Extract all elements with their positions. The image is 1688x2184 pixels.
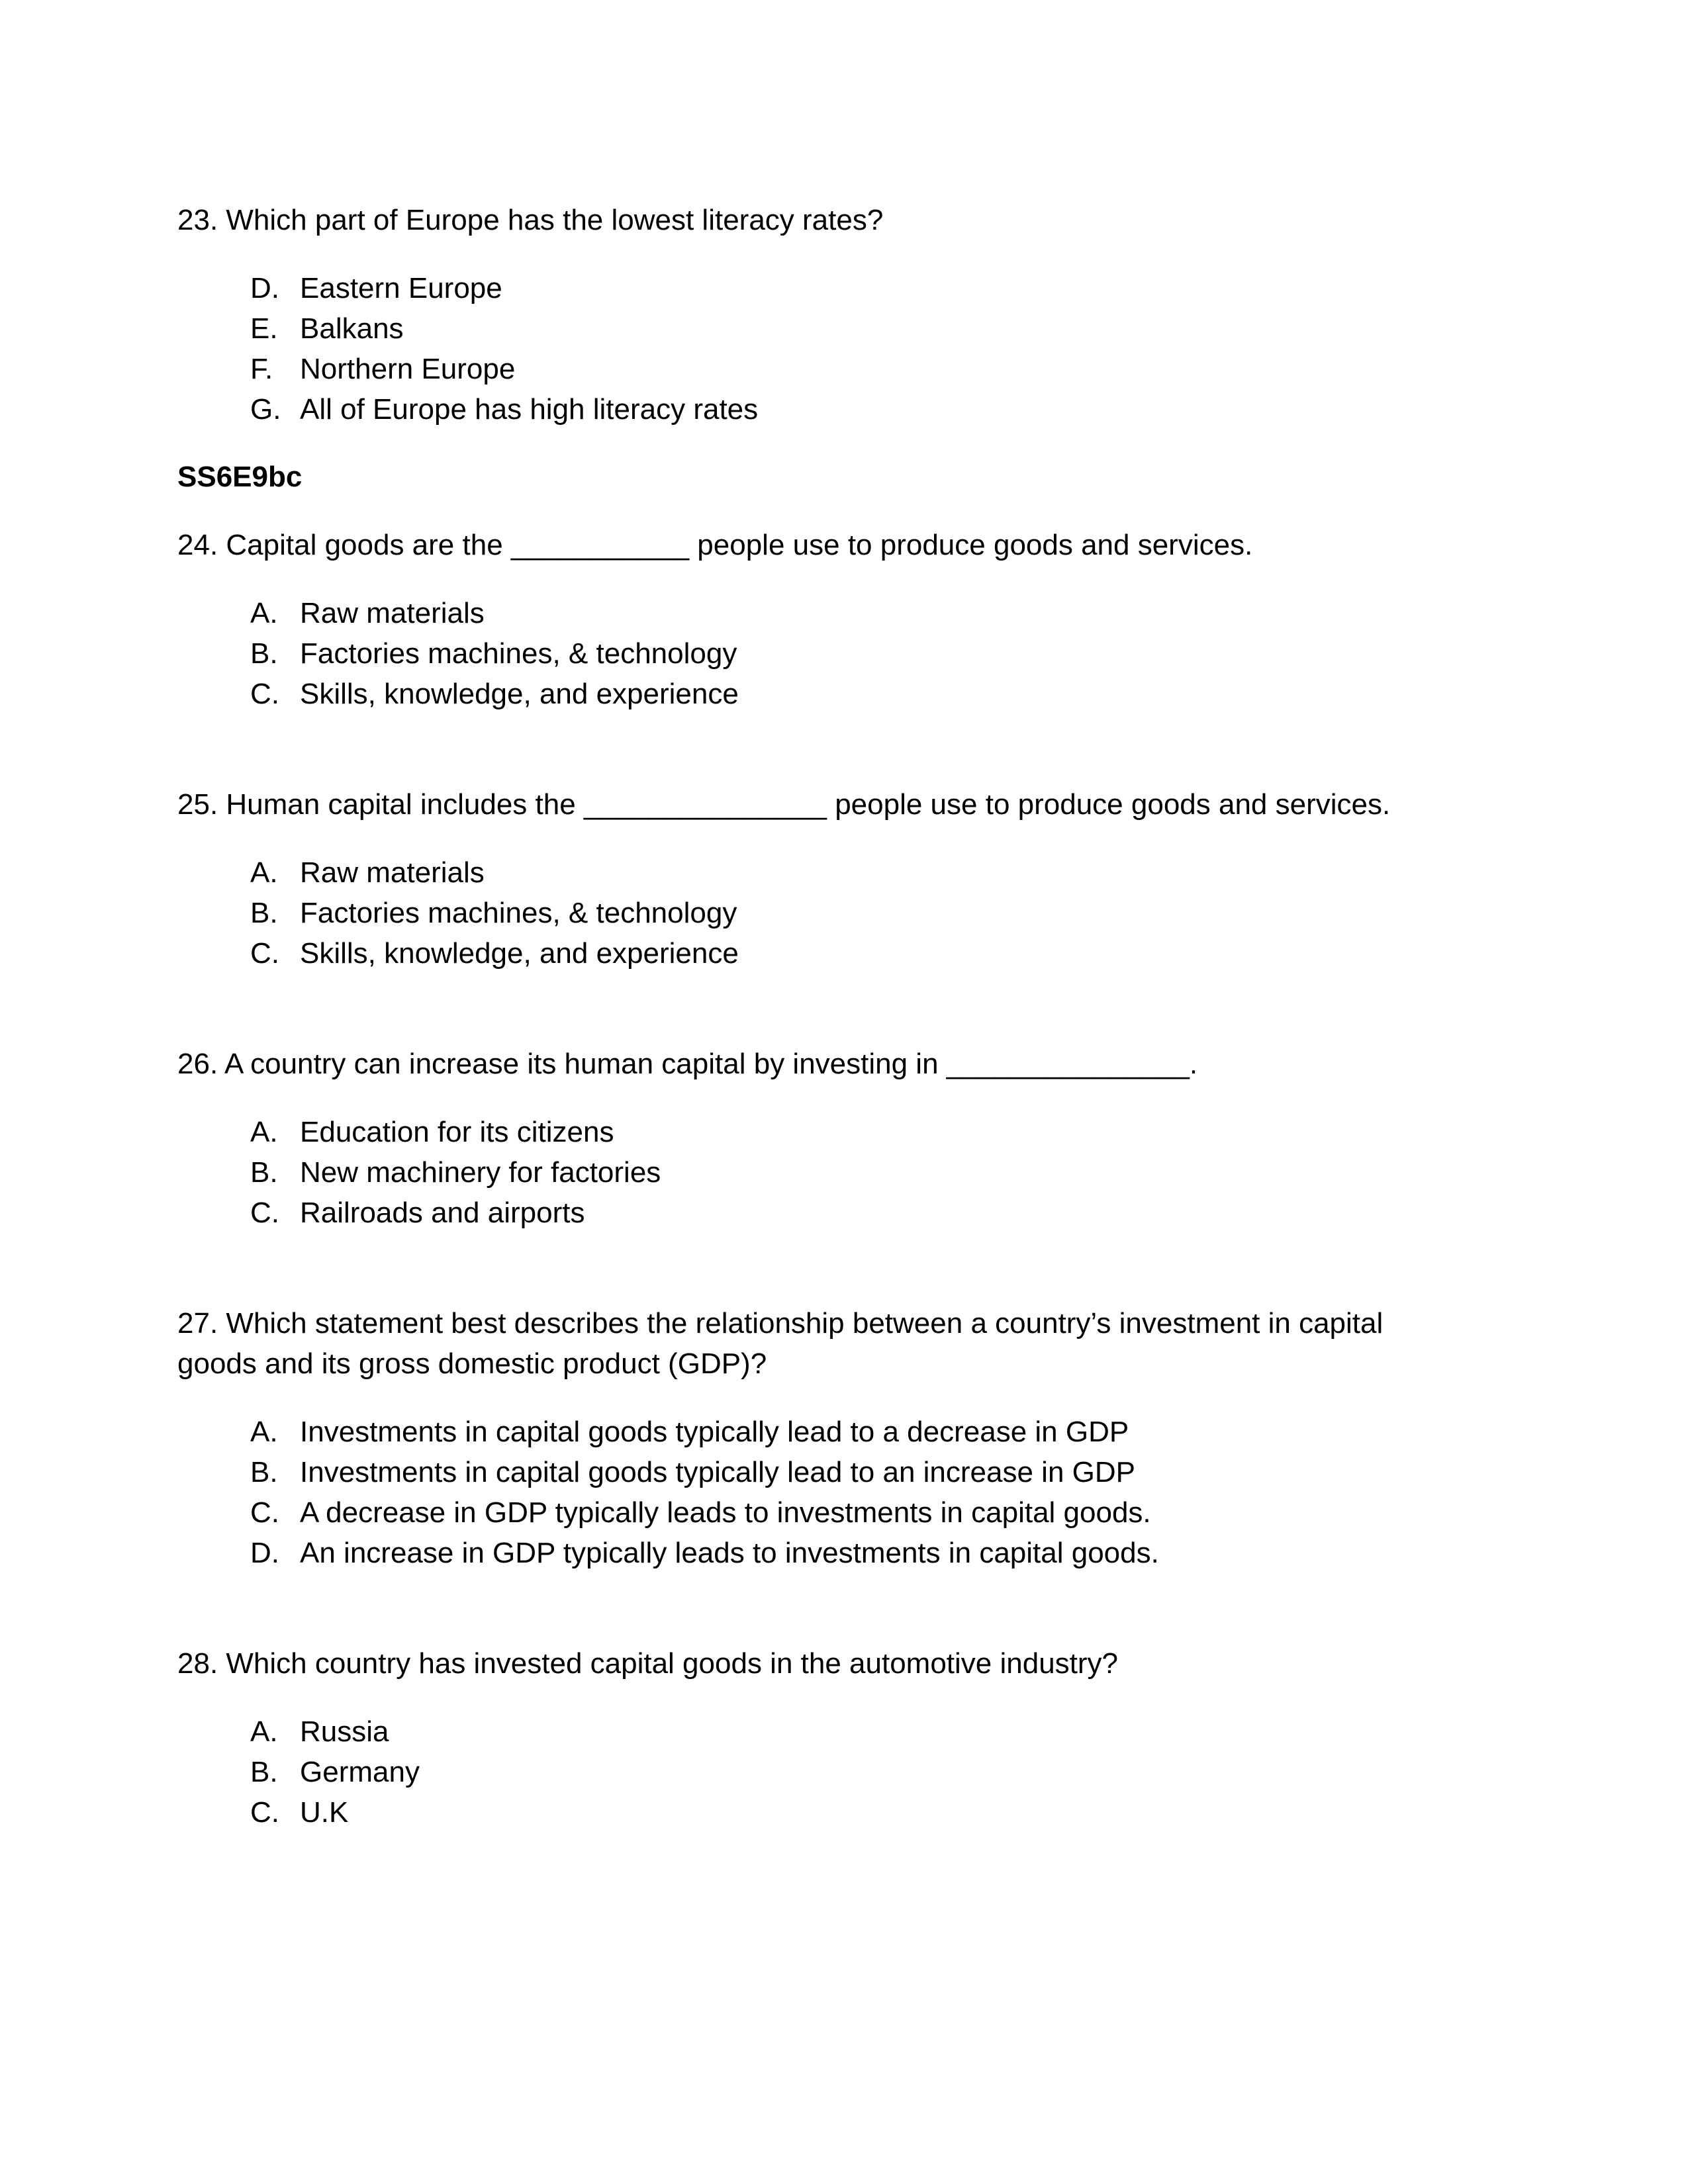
option-letter: B. xyxy=(250,897,278,929)
option-row xyxy=(177,1711,1523,1752)
question-25-text: 25. Human capital includes the _______________ people use to produce goods and services. xyxy=(177,788,1391,821)
option-text: Northern Europe xyxy=(300,353,516,385)
option-text: All of Europe has high literacy rates xyxy=(300,393,759,426)
option-row xyxy=(177,308,1523,349)
option-row xyxy=(177,1792,1523,1833)
option-text: Skills, knowledge, and experience xyxy=(300,678,739,710)
option-text: An increase in GDP typically leads to investments in capital goods. xyxy=(300,1537,1159,1569)
question-23-options xyxy=(177,268,1523,430)
option-row xyxy=(177,933,1523,974)
option-letter: A. xyxy=(250,1416,278,1448)
option-letter: G. xyxy=(250,393,281,426)
question-27-text xyxy=(177,1303,1523,1384)
option-letter: F. xyxy=(250,353,273,385)
option-text: Germany xyxy=(300,1756,420,1788)
option-letter: C. xyxy=(250,937,279,970)
option-row xyxy=(177,1152,1523,1193)
option-row xyxy=(177,852,1523,893)
option-text: A decrease in GDP typically leads to investments in capital goods. xyxy=(300,1496,1151,1529)
option-text: Education for its citizens xyxy=(300,1116,614,1148)
option-row xyxy=(177,633,1523,674)
option-text: Russia xyxy=(300,1715,389,1748)
option-text: Raw materials xyxy=(300,597,485,629)
option-row xyxy=(177,349,1523,389)
option-text: U.K xyxy=(300,1796,349,1829)
question-28-options xyxy=(177,1711,1523,1833)
question-28-text: 28. Which country has invested capital goods in the automotive industry? xyxy=(177,1647,1119,1680)
option-text: Factories machines, & technology xyxy=(300,897,737,929)
option-letter: B. xyxy=(250,1456,278,1488)
option-letter: D. xyxy=(250,1537,279,1569)
option-letter: A. xyxy=(250,597,278,629)
option-row xyxy=(177,1452,1523,1492)
option-letter: A. xyxy=(250,1715,278,1748)
option-text: Balkans xyxy=(300,312,404,345)
option-letter: D. xyxy=(250,272,279,304)
option-letter: C. xyxy=(250,1197,279,1229)
option-row xyxy=(177,1752,1523,1792)
option-letter: C. xyxy=(250,1496,279,1529)
option-row xyxy=(177,1412,1523,1452)
option-letter: B. xyxy=(250,637,278,670)
option-letter: A. xyxy=(250,856,278,889)
question-24-options xyxy=(177,593,1523,714)
option-row xyxy=(177,1533,1523,1573)
option-row xyxy=(177,1492,1523,1533)
option-text: Investments in capital goods typically lead to an increase in GDP xyxy=(300,1456,1135,1488)
option-text: Investments in capital goods typically lead to a decrease in GDP xyxy=(300,1416,1129,1448)
question-24-text: 24. Capital goods are the ___________ people use to produce goods and services. xyxy=(177,529,1253,561)
question-27-options xyxy=(177,1412,1523,1573)
option-letter: C. xyxy=(250,1796,279,1829)
question-23-text: 23. Which part of Europe has the lowest literacy rates? xyxy=(177,204,884,236)
option-text: Eastern Europe xyxy=(300,272,502,304)
option-text: Raw materials xyxy=(300,856,485,889)
option-text: Skills, knowledge, and experience xyxy=(300,937,739,970)
option-text: Railroads and airports xyxy=(300,1197,585,1229)
option-text: Factories machines, & technology xyxy=(300,637,737,670)
option-row xyxy=(177,1193,1523,1233)
option-row xyxy=(177,593,1523,633)
option-text: New machinery for factories xyxy=(300,1156,661,1189)
question-27-line-1: 27. Which statement best describes the relationship between a country’s investment in capital xyxy=(177,1307,1383,1340)
option-row xyxy=(177,893,1523,933)
option-letter: B. xyxy=(250,1756,278,1788)
option-letter: E. xyxy=(250,312,278,345)
option-row xyxy=(177,268,1523,308)
option-row xyxy=(177,674,1523,714)
question-27-line-2: goods and its gross domestic product (GDP)? xyxy=(177,1347,767,1380)
option-row xyxy=(177,1112,1523,1152)
option-letter: B. xyxy=(250,1156,278,1189)
question-25-options xyxy=(177,852,1523,974)
option-letter: C. xyxy=(250,678,279,710)
question-26-text: 26. A country can increase its human capital by investing in _______________. xyxy=(177,1048,1198,1080)
option-letter: A. xyxy=(250,1116,278,1148)
question-26-options xyxy=(177,1112,1523,1233)
option-row xyxy=(177,389,1523,430)
standard-code-heading: SS6E9bc xyxy=(177,461,303,493)
